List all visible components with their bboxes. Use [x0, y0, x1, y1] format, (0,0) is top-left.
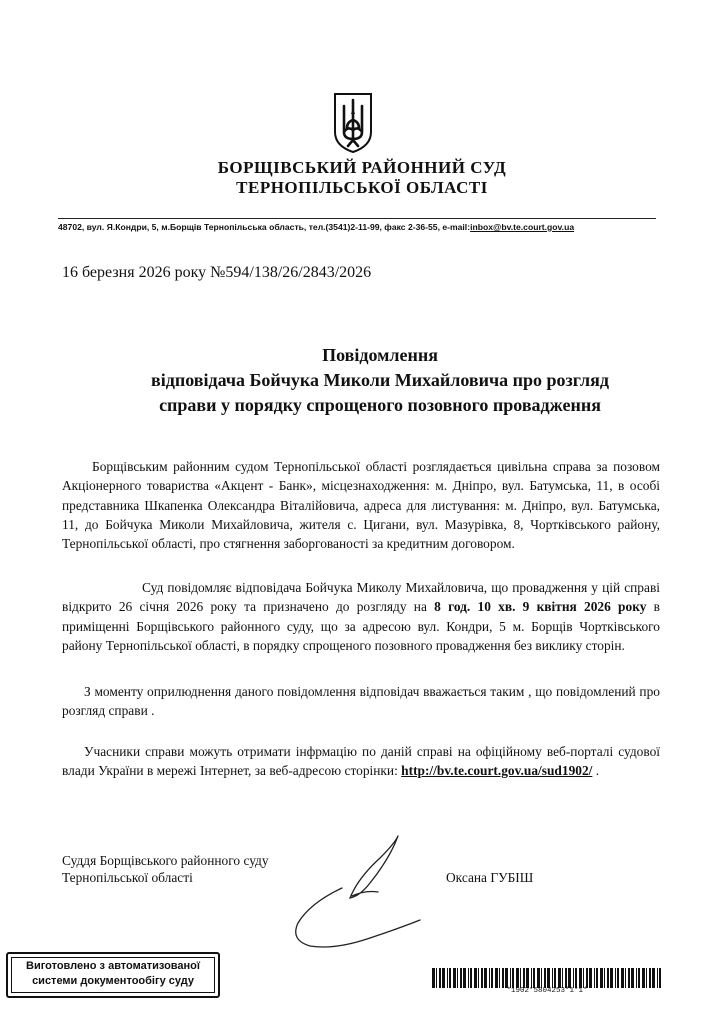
header-divider	[58, 218, 656, 219]
paragraph-case-info: Борщівським районним судом Тернопільської області розглядається цивільна справа за позовом Акціонерного товариства «Акцент - Банк», місцезнаходження: м. Дніпро, вул. Батумська, 11, в особі представника Шкапенка Олександра Віталійовича, адреса для листування: м. Дніпро, вул. Батумська, 11, до Бойчука Миколи Михайловича, жителя с. Цигани, вул. Мазурівка, 8, Чортківського району, Тернопільської області, про стягнення заборгованості за кредитним договором.	[62, 459, 660, 552]
ukraine-coat-of-arms-icon	[333, 92, 373, 154]
stamp-line1: Виготовлено з автоматизованої	[26, 960, 200, 972]
portal-link[interactable]: http://bv.te.court.gov.ua/sud1902/	[401, 763, 593, 779]
barcode-number: *1902*5804253*1*1*	[506, 987, 588, 995]
signature-icon	[280, 828, 480, 958]
automation-stamp	[6, 952, 220, 998]
court-address	[58, 222, 668, 232]
court-name-line1: БОРЩІВСЬКИЙ РАЙОННИЙ СУД	[217, 158, 507, 177]
barcode-icon	[432, 968, 662, 988]
stamp-line2: системи документообігу суду	[32, 975, 194, 987]
judge-name: Оксана ГУБІШ	[446, 870, 534, 885]
portal-text: Учасники справи можуть отримати інфрмацію по даній справі на офіційному веб-порталі судової влади України в мережі Інтернет, за веб-адресою сторінки:	[62, 744, 660, 779]
portal-text-end: .	[592, 763, 600, 779]
hearing-text-a: Суд повідомляє відповідача Бойчука Миколу Михайловича, що провадження у цій справі відкрито 26 січня 2026 року та призначено до розгляду на	[62, 580, 660, 615]
judge-position-line1: Суддя Борщівського районного суду	[62, 853, 269, 868]
title-line2: відповідача Бойчука Миколи Михайловича про розгляд	[151, 370, 609, 390]
hearing-text-b: в приміщенні Борщівського районного суду, що за адресою вул. Кондри, 5 м. Борщів Чортківського району Тернопільської області, в порядку спрощеного позовного провадження без виклику сторін.	[62, 599, 661, 653]
paragraph-hearing	[62, 578, 660, 655]
court-name-line2: ТЕРНОПІЛЬСЬКОЇ ОБЛАСТІ	[236, 178, 488, 197]
paragraph-portal	[62, 742, 660, 781]
address-text: 48702, вул. Я.Кондри, 5, м.Борщів Тернопільська область, тел.(3541)2-11-99, факс 2-36-55, e-mail:	[58, 222, 471, 232]
title-line3: справи у порядку спрощеного позовного провадження	[159, 395, 601, 415]
judge-position-line2: Тернопільської області	[62, 870, 193, 885]
date-reference: 16 березня 2026 року №594/138/26/2843/2026	[62, 264, 372, 281]
paragraph-notice: З моменту оприлюднення даного повідомлення відповідач вважається таким , що повідомлений про розгляд справи .	[62, 684, 660, 719]
hearing-datetime: 8 год. 10 хв. 9 квітня 2026 року	[434, 599, 647, 615]
title-line1: Повідомлення	[322, 345, 438, 365]
email-link[interactable]: inbox@bv.te.court.gov.ua	[470, 222, 575, 232]
